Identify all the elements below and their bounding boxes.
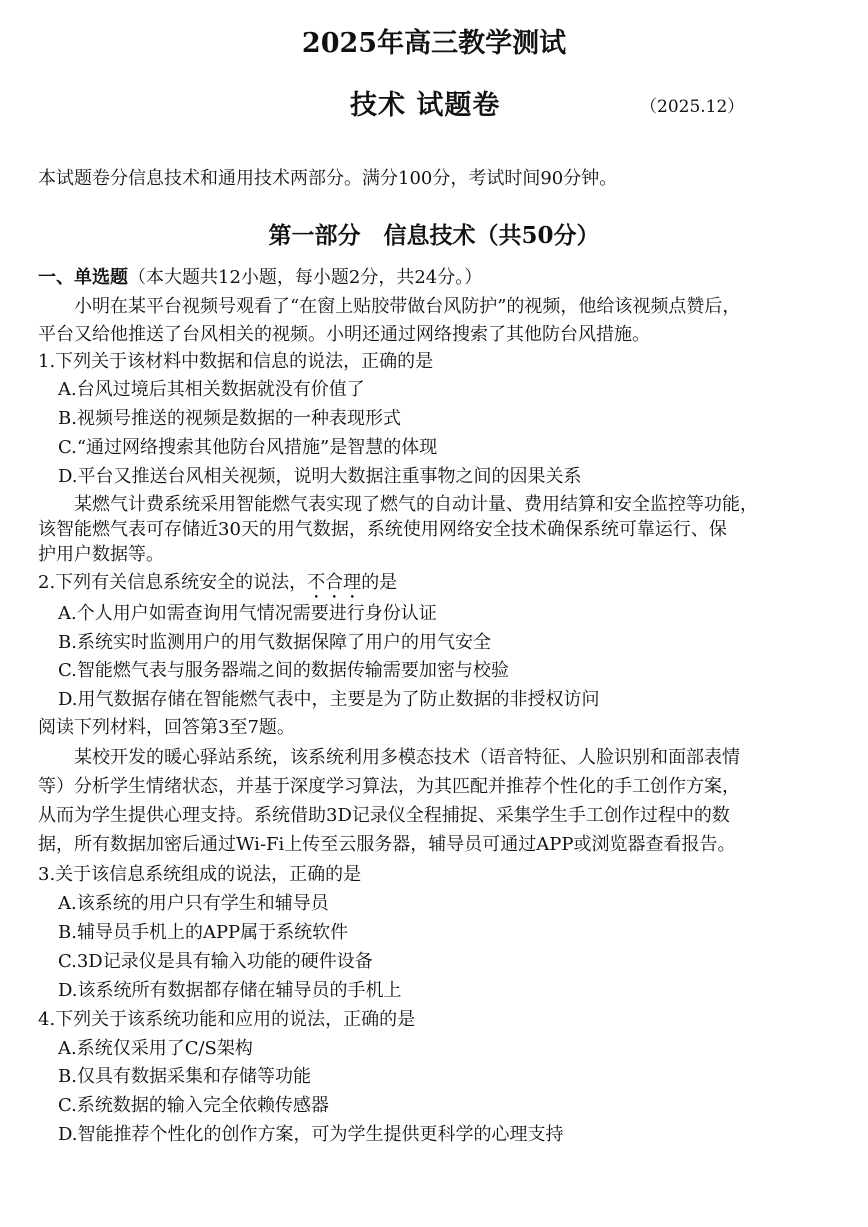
section-heading [38,269,482,287]
question-2-option-c: C.智能燃气表与服务器端之间的数据传输需要加密与校验 [58,660,509,681]
material-3-line-1: 某校开发的暖心驿站系统，该系统利用多模态技术（语音特征、人脸识别和面部表情 [38,747,740,768]
question-2-stem-before: 2.下列有关信息系统安全的说法， [38,572,308,593]
question-3-option-c: C.3D记录仪是具有输入功能的硬件设备 [58,951,373,972]
part-title: 第一部分 信息技术（共50分） [268,222,600,249]
material-1-line-1: 小明在某平台视频号观看了“在窗上贴胶带做台风防护”的视频，他给该视频点赞后， [38,296,741,317]
question-2-option-d: D.用气数据存储在智能燃气表中，主要是为了防止数据的非授权访问 [58,689,600,710]
material-2-line-2: 该智能燃气表可存储近30天的用气数据，系统使用网络安全技术确保系统可靠运行、保 [38,519,727,540]
material-1-line-2: 平台又给他推送了台风相关的视频。小明还通过网络搜索了其他防台风措施。 [38,324,650,345]
question-2-stem [38,572,397,603]
exam-date: （2025.12） [640,97,745,117]
question-4-option-b: B.仅具有数据采集和存储等功能 [58,1066,311,1087]
exam-subtitle: 技术 试题卷 [350,90,501,121]
question-1-option-b: B.视频号推送的视频是数据的一种表现形式 [58,408,401,429]
question-1-option-a: A.台风过境后其相关数据就没有价值了 [58,379,365,400]
section-label: 一、单选题 [38,267,128,288]
question-2-option-b: B.系统实时监测用户的用气数据保障了用户的用气安全 [58,632,491,653]
material-2-line-3: 护用户数据等。 [38,544,164,565]
question-3-stem: 3.关于该信息系统组成的说法，正确的是 [38,864,362,885]
question-3-option-d: D.该系统所有数据都存储在辅导员的手机上 [58,980,402,1001]
exam-title: 2025年高三教学测试 [301,28,567,59]
question-3-option-b: B.辅导员手机上的APP属于系统软件 [58,922,349,943]
question-4-option-a: A.系统仅采用了C/S架构 [58,1038,253,1059]
question-4-stem: 4.下列关于该系统功能和应用的说法，正确的是 [38,1009,416,1030]
material-3-line-4: 据，所有数据加密后通过Wi-Fi上传至云服务器，辅导员可通过APP或浏览器查看报告。 [38,834,736,855]
question-1-option-c: C.“通过网络搜索其他防台风措施”是智慧的体现 [58,437,438,458]
material-3-line-2: 等）分析学生情绪状态，并基于深度学习算法，为其匹配并推荐个性化的手工创作方案， [38,776,740,797]
exam-intro: 本试题卷分信息技术和通用技术两部分。满分100分，考试时间90分钟。 [38,168,618,189]
material-3-line-3: 从而为学生提供心理支持。系统借助3D记录仪全程捕捉、采集学生手工创作过程中的数 [38,805,730,826]
material-2-line-1: 某燃气计费系统采用智能燃气表实现了燃气的自动计量、费用结算和安全监控等功能， [38,494,758,515]
question-4-option-c: C.系统数据的输入完全依赖传感器 [58,1095,329,1116]
question-1-option-d: D.平台又推送台风相关视频，说明大数据注重事物之间的因果关系 [58,466,582,487]
question-2-option-a: A.个人用户如需查询用气情况需要进行身份认证 [58,603,437,624]
reading-note: 阅读下列材料，回答第3至7题。 [38,717,295,738]
question-2-stem-after: 的是 [361,572,398,593]
section-note: （本大题共12小题，每小题2分，共24分。） [128,267,483,288]
question-2-stem-emphasis: 不合理 [307,572,362,593]
question-4-option-d: D.智能推荐个性化的创作方案，可为学生提供更科学的心理支持 [58,1124,564,1145]
question-3-option-a: A.该系统的用户只有学生和辅导员 [58,893,329,914]
question-1-stem: 1.下列关于该材料中数据和信息的说法，正确的是 [38,351,434,372]
